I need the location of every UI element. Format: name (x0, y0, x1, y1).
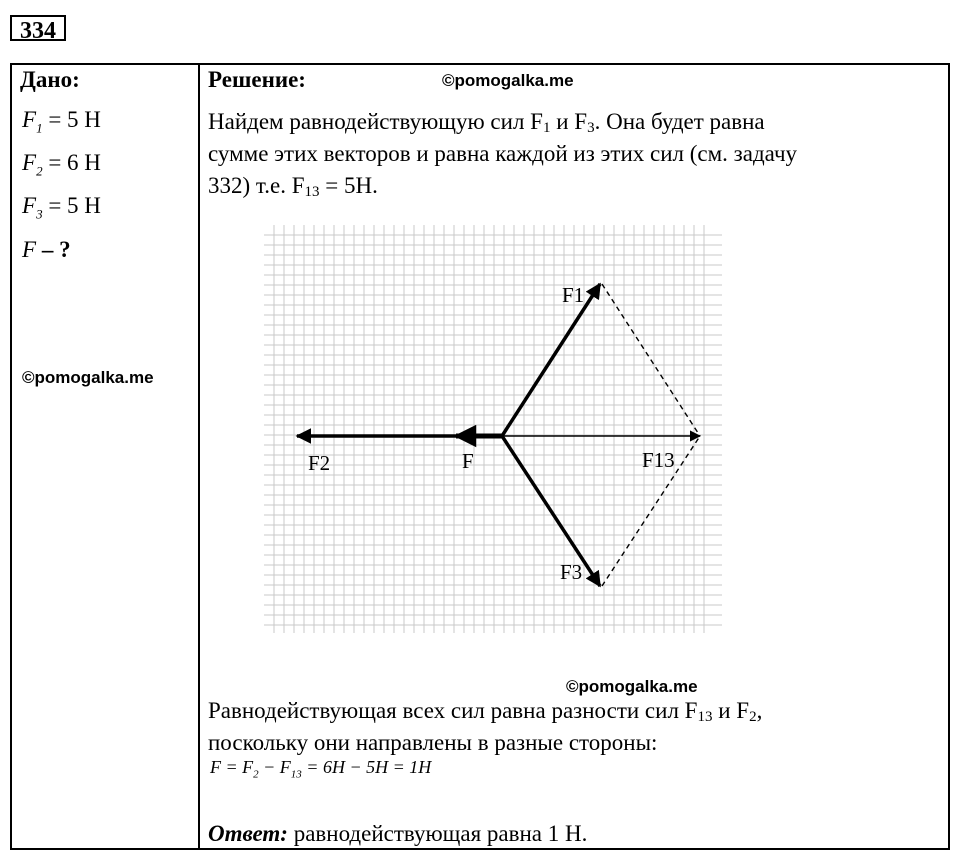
watermark-top: ©pomogalka.me (442, 71, 574, 90)
formula-c: = 6H − 5H = 1H (301, 757, 432, 777)
given-f1-symbol: F (22, 107, 37, 132)
p1l1s1: 1 (542, 120, 551, 136)
p1l1s2: 3 (587, 120, 595, 136)
para1-line2: сумме этих векторов и равна каждой из этих сил (см. задачу (208, 141, 798, 166)
label-f2: F2 (308, 451, 331, 475)
given-f1-value: = 5 Н (42, 107, 101, 132)
formula-s2: 13 (290, 768, 302, 781)
formula (210, 757, 431, 781)
given-title: Дано: (20, 67, 80, 92)
p2l1s2: 2 (749, 709, 757, 725)
solution-table (10, 63, 950, 850)
p1l3s: 13 (304, 184, 320, 200)
answer (208, 821, 587, 847)
answer-text: равнодействующая равна 1 Н. (287, 821, 588, 846)
given-f3-sub: 3 (36, 206, 43, 222)
given-f3-symbol: F (22, 193, 37, 218)
dashed-f1-f13 (602, 284, 700, 436)
p1l1a: Найдем равнодействующую сил F (208, 109, 543, 134)
formula-b: − F (258, 757, 291, 777)
vector-f1 (502, 284, 600, 436)
para2-line2: поскольку они направлены в разные стороны: (208, 730, 658, 755)
p1l3b: = 5Н. (319, 173, 378, 198)
p2l1c: , (756, 698, 763, 723)
p2l1b: и F (712, 698, 750, 723)
p1l1c: . Она будет равна (594, 109, 765, 134)
given-unknown-text: – ? (36, 237, 71, 262)
label-f3: F3 (560, 560, 583, 584)
p2l1a: Равнодействующая всех сил равна разности сил F (208, 698, 698, 723)
given-f2-sub: 2 (36, 163, 43, 179)
formula-a: F = F (210, 757, 254, 777)
given-f1-sub: 1 (36, 120, 43, 136)
grid (264, 225, 722, 633)
p1l1b: и F (550, 109, 588, 134)
answer-label: Ответ: (208, 821, 288, 846)
formula-s1: 2 (253, 768, 259, 781)
watermark-left: ©pomogalka.me (22, 368, 154, 387)
watermark-bottom: ©pomogalka.me (566, 677, 698, 696)
given-f3-value: = 5 Н (42, 193, 101, 218)
given-f2-symbol: F (22, 150, 37, 175)
label-f: F (462, 449, 474, 473)
label-f13: F13 (642, 448, 675, 472)
label-f1: F1 (562, 283, 585, 307)
solution-title: Решение: (208, 67, 306, 92)
p2l1s1: 13 (697, 709, 713, 725)
vector-f3 (502, 436, 600, 586)
given-unknown-symbol: F (22, 237, 37, 262)
problem-number: 334 (10, 15, 66, 41)
p1l3a: 332) т.е. F (208, 173, 305, 198)
given-f2-value: = 6 Н (42, 150, 101, 175)
